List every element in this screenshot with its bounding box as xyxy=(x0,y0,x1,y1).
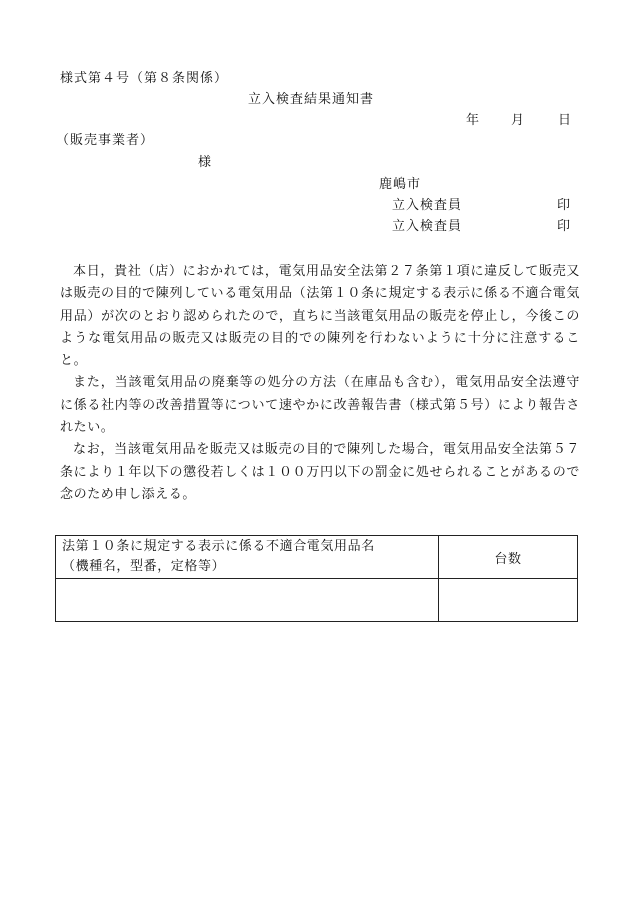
inspector-label: 立入検査員 xyxy=(392,219,463,234)
table-header-row xyxy=(56,536,578,579)
issuer-city: 鹿嶋市 xyxy=(379,177,422,192)
document-title: 立入検査結果通知書 xyxy=(248,92,375,107)
form-number: 様式第４号（第８条関係） xyxy=(60,71,229,86)
count-header: 台数 xyxy=(439,536,578,579)
date-month: 月 xyxy=(511,113,526,128)
header-line: 法第１０条に規定する表示に係る不適合電気用品名 xyxy=(62,539,375,554)
paragraph: 本日，貴社（店）におかれては，電気用品安全法第２７条第１項に違反して販売又は販売の目的で陳列している電気用品（法第１０条に規定する表示に係る不適合電気用品）が次のとおり認められたので，直ちに当該電気用品の販売を停止し，今後このような電気用品の販売又は販売の目的での陳列を行わないように十分に注意すること。 xyxy=(60,264,580,369)
paragraph: なお，当該電気用品を販売又は販売の目的で陳列した場合，電気用品安全法第５７条により１年以下の懲役若しくは１００万円以下の罰金に処せられることがあるので念のため申し添える。 xyxy=(60,442,580,502)
recipient-label: （販売事業者） xyxy=(56,133,155,148)
recipient-honorific: 様 xyxy=(198,155,213,170)
notice-body xyxy=(60,261,580,506)
header-line: （機種名，型番，定格等） xyxy=(62,559,226,574)
count-cell xyxy=(439,579,578,622)
product-name-header xyxy=(56,536,439,579)
table-row xyxy=(56,579,578,622)
seal-mark: 印 xyxy=(557,198,572,213)
product-name-cell xyxy=(56,579,439,622)
product-table xyxy=(55,535,578,622)
date-year: 年 xyxy=(466,113,481,128)
inspector-label: 立入検査員 xyxy=(392,198,463,213)
seal-mark: 印 xyxy=(557,219,572,234)
date-day: 日 xyxy=(558,113,573,128)
paragraph: また，当該電気用品の廃棄等の処分の方法（在庫品も含む），電気用品安全法遵守に係る社内等の改善措置等について速やかに改善報告書（様式第５号）により報告されたい。 xyxy=(60,375,580,436)
